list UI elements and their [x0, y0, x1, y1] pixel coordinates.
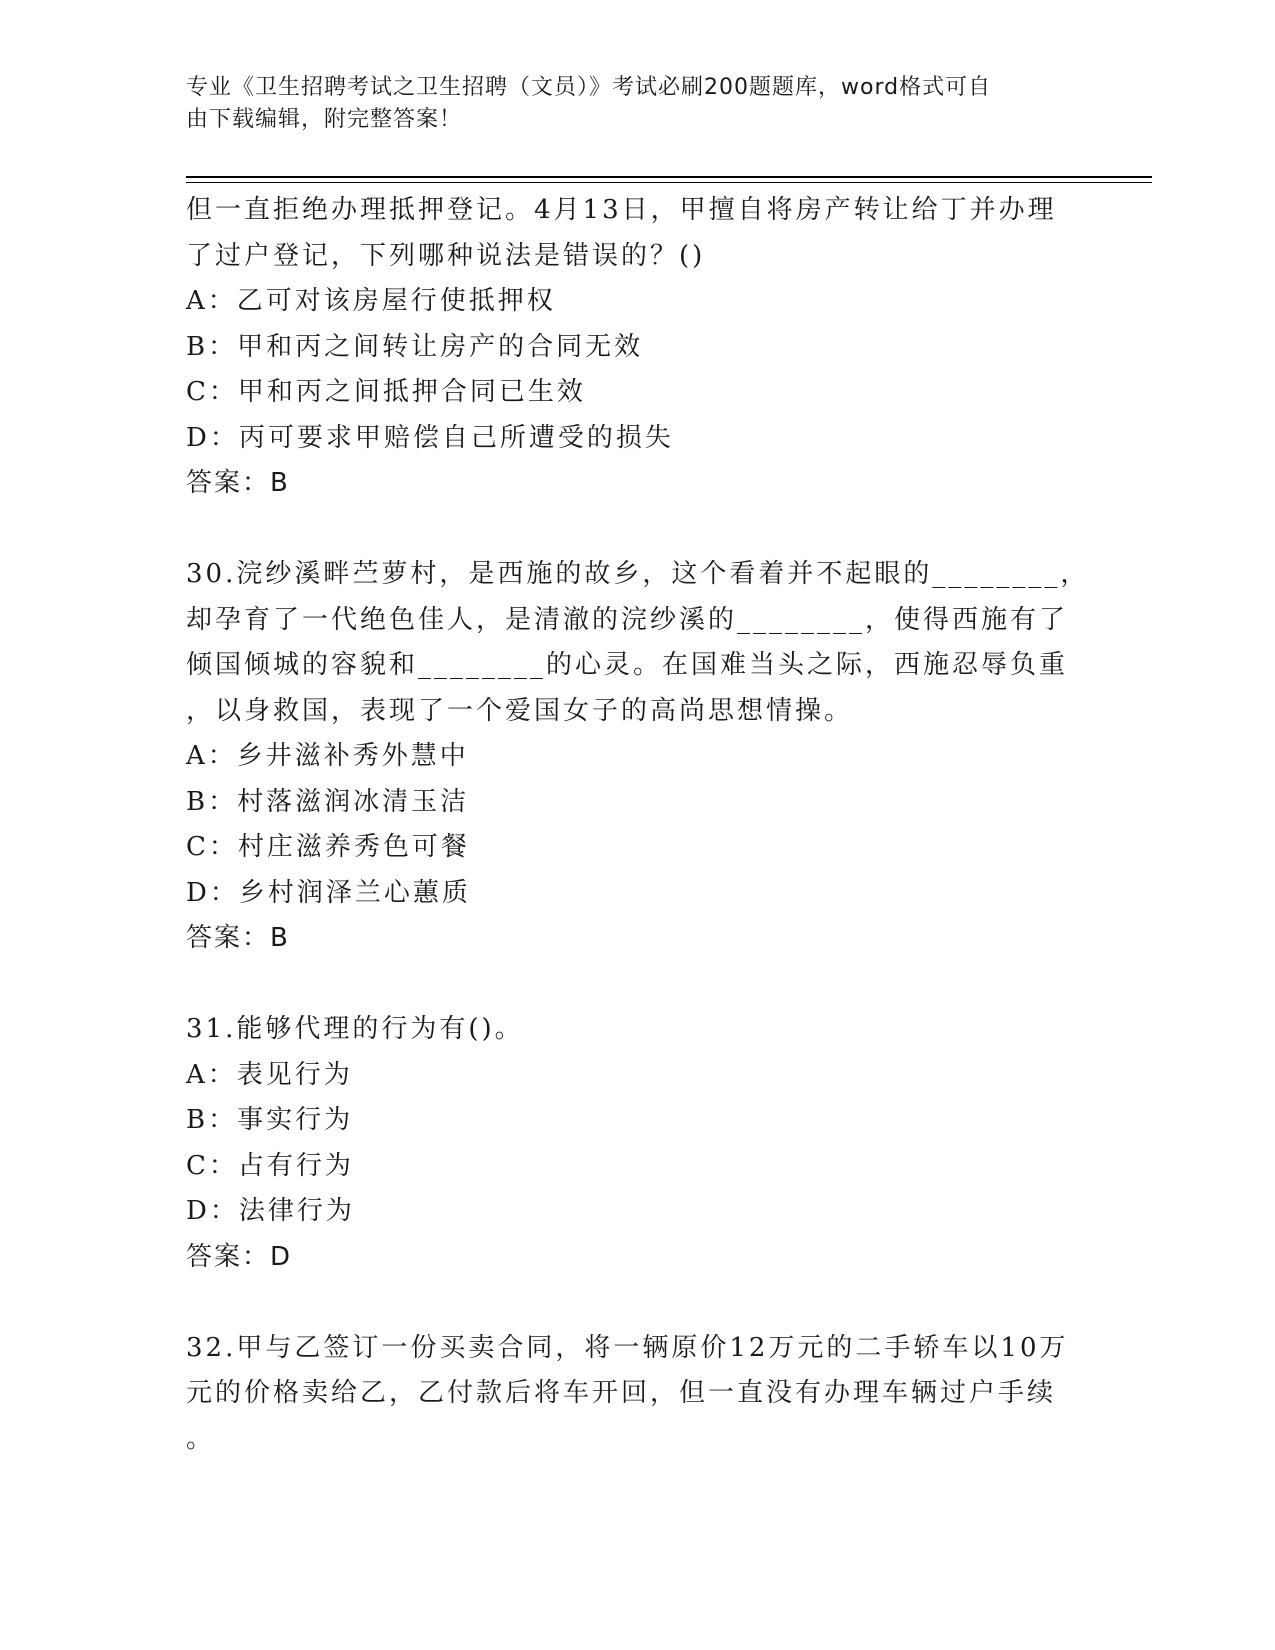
question-stem-line: ，以身救国，表现了一个爱国女子的高尚思想情操。: [186, 695, 854, 726]
option-a: A：表见行为: [186, 1059, 353, 1090]
option-d: D：丙可要求甲赔偿自己所遭受的损失: [186, 422, 674, 453]
question-stem-line: 32.甲与乙签订一份买卖合同，将一辆原价12万元的二手轿车以10万: [186, 1332, 1069, 1363]
header-line-2: 由下载编辑，附完整答案！: [186, 107, 463, 132]
question-stem-line: 。: [186, 1423, 216, 1454]
question-32: [186, 1326, 1086, 1463]
option-d: D：法律行为: [186, 1196, 355, 1226]
page-header: [186, 72, 1066, 136]
option-d: D：乡村润泽兰心蕙质: [186, 877, 471, 908]
question-stem-line: 元的价格卖给乙，乙付款后将车开回，但一直没有办理车辆过户手续: [186, 1378, 1057, 1408]
answer-line: 答案：D: [186, 1241, 293, 1272]
answer-line: 答案：B: [186, 468, 290, 498]
question-29: [186, 188, 1086, 507]
question-31: [186, 1007, 1086, 1280]
question-list: [186, 188, 1090, 1462]
question-stem-line: 却孕育了一代绝色佳人，是清澈的浣纱溪的________，使得西施有了: [186, 604, 1069, 635]
header-rule-thick: [186, 176, 1152, 178]
question-stem-line: 了过户登记，下列哪种说法是错误的？(): [186, 240, 706, 271]
header-rule-thin: [186, 182, 1152, 183]
question-stem-line: 倾国倾城的容貌和________的心灵。在国难当头之际，西施忍辱负重: [186, 650, 1069, 680]
question-stem-line: 但一直拒绝办理抵押登记。4月13日，甲擅自将房产转让给丁并办理: [186, 195, 1057, 225]
question-stem-line: 30.浣纱溪畔苎萝村，是西施的故乡，这个看着并不起眼的________，: [186, 559, 1090, 589]
option-b: B：村落滋润冰清玉洁: [186, 786, 470, 817]
option-a: A：乡井滋补秀外慧中: [186, 741, 469, 771]
spacer: [186, 1280, 1086, 1326]
question-stem-line: 31.能够代理的行为有()。: [186, 1014, 524, 1044]
option-b: B：事实行为: [186, 1105, 354, 1135]
spacer: [186, 962, 1086, 1008]
question-30: [186, 552, 1090, 962]
option-c: C：占有行为: [186, 1150, 354, 1181]
option-a: A：乙可对该房屋行使抵押权: [186, 286, 556, 316]
spacer: [186, 507, 1086, 553]
option-c: C：甲和丙之间抵押合同已生效: [186, 377, 586, 407]
option-b: B：甲和丙之间转让房产的合同无效: [186, 331, 644, 362]
option-c: C：村庄滋养秀色可餐: [186, 832, 470, 862]
answer-line: 答案：B: [186, 923, 290, 953]
header-line-1: 专业《卫生招聘考试之卫生招聘（文员）》考试必刷200题题库，word格式可自: [186, 75, 992, 100]
